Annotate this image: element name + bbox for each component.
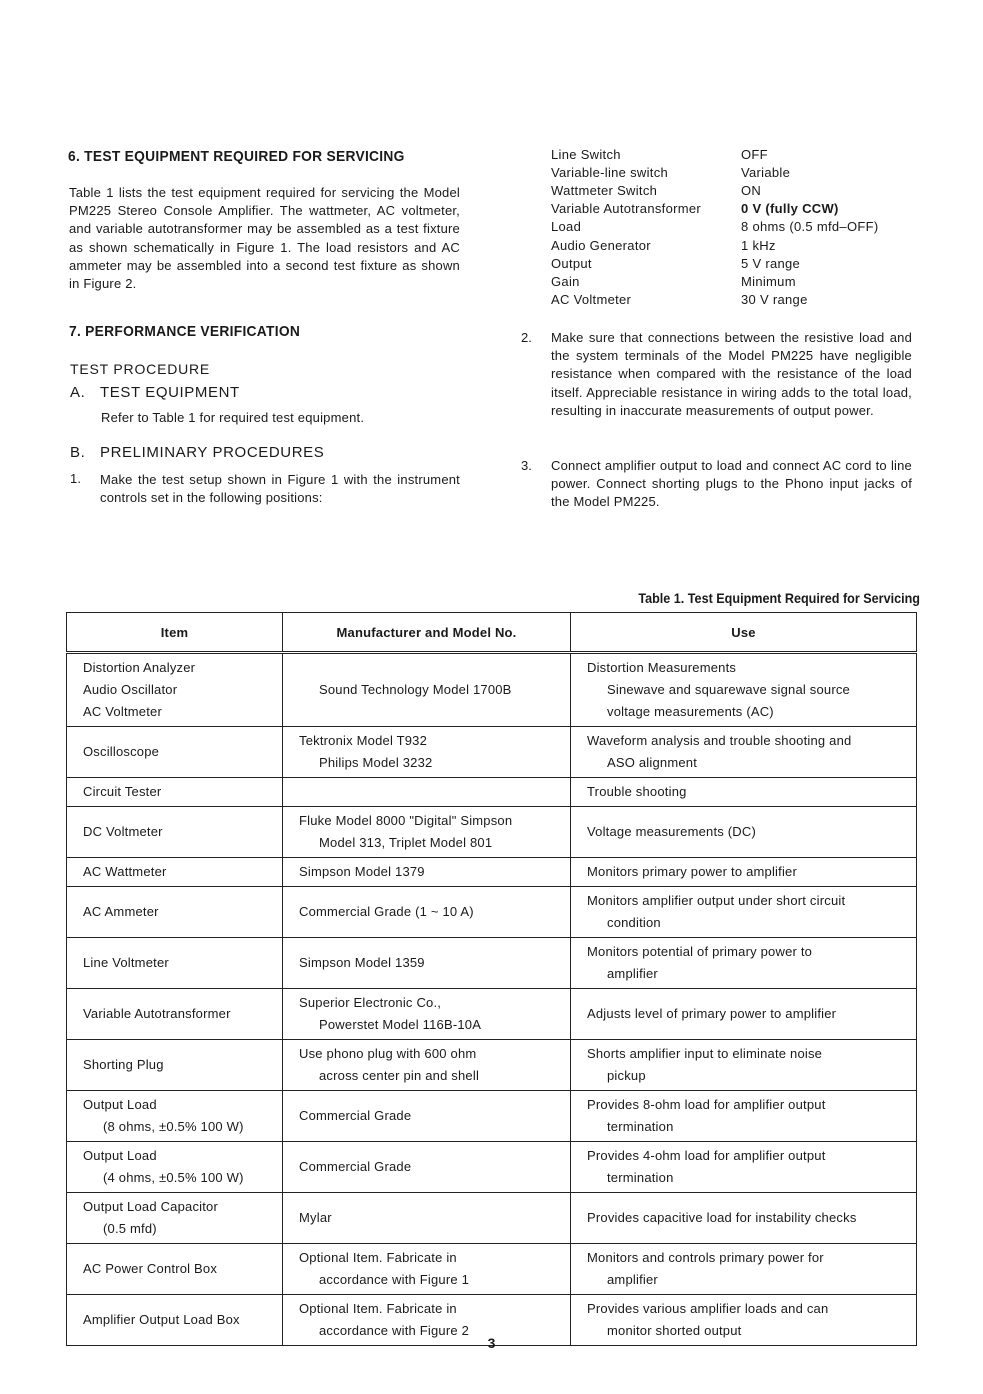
cell-item [67,1091,283,1142]
section7-heading: 7. PERFORMANCE VERIFICATION [69,323,301,340]
cell-item [67,858,283,887]
cell-item [67,1142,283,1193]
table-row [67,807,917,858]
cell-line: Optional Item. Fabricate in [299,1250,457,1265]
cell-item [67,938,283,989]
cell-line: Monitors and controls primary power for [587,1250,824,1265]
cell-line: monitor shorted output [607,1323,742,1338]
setting-control: Line Switch [551,147,621,162]
cell-item [67,1193,283,1244]
cell-use [571,858,917,887]
table-row [67,1193,917,1244]
setting-position: 30 V range [741,292,808,307]
cell-line: Mylar [299,1210,332,1225]
cell-line: AC Voltmeter [83,704,162,719]
setting-position: Minimum [741,274,796,289]
subsection-b-title: PRELIMINARY PROCEDURES [100,444,325,461]
cell-line: Sound Technology Model 1700B [319,682,512,697]
cell-line: Audio Oscillator [83,682,178,697]
cell-item [67,778,283,807]
cell-line: Superior Electronic Co., [299,995,442,1010]
cell-line: ASO alignment [607,755,698,770]
cell-line: (0.5 mfd) [103,1221,157,1236]
cell-line: amplifier [607,1272,658,1287]
cell-manufacturer [283,938,571,989]
cell-line: Commercial Grade [299,1108,412,1123]
cell-line: Output Load Capacitor [83,1199,219,1214]
cell-use [571,1193,917,1244]
cell-item [67,727,283,778]
setting-control: Audio Generator [551,238,651,253]
step2-number: 2. [521,330,532,345]
setting-control: Load [551,219,582,234]
table-row [67,1040,917,1091]
cell-line: Commercial Grade (1 ~ 10 A) [299,904,474,919]
settings-row [551,256,931,274]
step3-number: 3. [521,458,532,473]
setting-control: Variable Autotransformer [551,201,702,216]
cell-manufacturer [283,1091,571,1142]
settings-row [551,238,931,256]
cell-line: (8 ohms, ±0.5% 100 W) [103,1119,244,1134]
cell-item [67,1040,283,1091]
step2-text: Make sure that connections between the resistive load and the system terminals of the Model PM225 have negligible resistance when compared with the resistance of the load itself. Appreciable resistance in wiring adds to the total load, resulting in inaccurate measurements of output power. [551,330,912,418]
setting-position: 1 kHz [741,238,776,253]
cell-line: accordance with Figure 1 [319,1272,470,1287]
test-procedure-label: TEST PROCEDURE [70,361,211,377]
table-title: Table 1. Test Equipment Required for Servicing [638,590,920,606]
cell-line: Variable Autotransformer [83,1006,231,1021]
cell-line: Model 313, Triplet Model 801 [319,835,493,850]
setting-position: Variable [741,165,791,180]
setting-control: Output [551,256,592,271]
cell-line: Philips Model 3232 [319,755,433,770]
setting-position: OFF [741,147,768,162]
setting-position: 0 V (fully CCW) [741,201,839,216]
cell-use [571,727,917,778]
cell-line: Commercial Grade [299,1159,412,1174]
cell-manufacturer [283,1193,571,1244]
settings-row [551,183,931,201]
cell-line: Provides capacitive load for instability checks [587,1210,857,1225]
cell-line: Voltage measurements (DC) [587,824,757,839]
step3-text: Connect amplifier output to load and connect AC cord to line power. Connect shorting plugs to the Phono input jacks of the Model PM225. [551,458,912,510]
cell-line: Simpson Model 1379 [299,864,425,879]
cell-manufacturer [283,778,571,807]
cell-line: Line Voltmeter [83,955,169,970]
cell-manufacturer [283,1244,571,1295]
section6-paragraph: Table 1 lists the test equipment required for servicing the Model PM225 Stereo Console Amplifier. The wattmeter, AC voltmeter, and variable autotransformer may be assembled as a test fixture as shown schematically in Figure 1. The load resistors and AC ammeter may be assembled into a second test fixture as shown in Figure 2. [69,185,460,292]
table-row [67,858,917,887]
cell-line: (4 ohms, ±0.5% 100 W) [103,1170,244,1185]
cell-item [67,653,283,727]
settings-row [551,292,931,310]
cell-manufacturer [283,807,571,858]
cell-use [571,1040,917,1091]
cell-use [571,1091,917,1142]
cell-line: condition [607,915,661,930]
cell-line: Output Load [83,1148,157,1163]
cell-line: Output Load [83,1097,157,1112]
step1-text: Make the test setup shown in Figure 1 with the instrument controls set in the following positions: [100,472,460,506]
settings-row [551,274,931,292]
cell-manufacturer [283,1142,571,1193]
cell-line: Distortion Measurements [587,660,737,675]
cell-line [299,781,560,803]
cell-manufacturer [283,858,571,887]
cell-line: Tektronix Model T932 [299,733,428,748]
subsection-b-label: B. [70,444,86,461]
step1-number: 1. [70,471,82,486]
cell-line [299,657,560,679]
cell-manufacturer [283,1040,571,1091]
cell-line: Distortion Analyzer [83,660,196,675]
cell-manufacturer [283,989,571,1040]
setting-control: Gain [551,274,580,289]
setting-control: AC Voltmeter [551,292,632,307]
cell-line: Waveform analysis and trouble shooting and [587,733,852,748]
cell-line: AC Wattmeter [83,864,167,879]
cell-line: Powerstet Model 116B-10A [319,1017,482,1032]
cell-line: Provides 4-ohm load for amplifier output [587,1148,826,1163]
cell-manufacturer [283,727,571,778]
cell-line: pickup [607,1068,646,1083]
cell-line: termination [607,1119,674,1134]
cell-line: Trouble shooting [587,784,687,799]
cell-use [571,887,917,938]
setting-position: ON [741,183,762,198]
table-header-row [67,613,917,653]
table-row [67,1091,917,1142]
subsection-a-text: Refer to Table 1 for required test equipment. [101,410,365,425]
table-row [67,727,917,778]
cell-line: Optional Item. Fabricate in [299,1301,457,1316]
cell-use [571,1142,917,1193]
table-row [67,887,917,938]
settings-row [551,219,931,237]
cell-item [67,989,283,1040]
table-row [67,938,917,989]
cell-line [299,701,560,723]
cell-line: accordance with Figure 2 [319,1323,470,1338]
header-use: Use [571,613,917,653]
table-row [67,1142,917,1193]
cell-use [571,938,917,989]
header-item: Item [67,613,283,653]
cell-use [571,653,917,727]
cell-item [67,1244,283,1295]
cell-line: Simpson Model 1359 [299,955,425,970]
cell-use [571,989,917,1040]
setting-control: Variable-line switch [551,165,669,180]
test-equipment-table [66,612,917,1346]
cell-use [571,1244,917,1295]
subsection-a-label: A. [70,384,86,401]
cell-item [67,887,283,938]
setting-control: Wattmeter Switch [551,183,658,198]
cell-line: Oscilloscope [83,744,160,759]
cell-use [571,778,917,807]
cell-line: Monitors potential of primary power to [587,944,813,959]
cell-line: termination [607,1170,674,1185]
cell-line: Provides 8-ohm load for amplifier output [587,1097,826,1112]
cell-line: voltage measurements (AC) [607,704,774,719]
table-row [67,778,917,807]
cell-line: amplifier [607,966,658,981]
cell-line: Sinewave and squarewave signal source [607,682,850,697]
cell-item [67,807,283,858]
cell-line: across center pin and shell [319,1068,480,1083]
subsection-a-title: TEST EQUIPMENT [100,384,240,401]
page-number: 3 [487,1335,496,1351]
cell-line: Monitors amplifier output under short circuit [587,893,846,908]
cell-line: Adjusts level of primary power to amplifier [587,1006,837,1021]
setting-position: 5 V range [741,256,801,271]
cell-line: Amplifier Output Load Box [83,1312,240,1327]
settings-row [551,201,931,219]
cell-line: Provides various amplifier loads and can [587,1301,829,1316]
cell-line: AC Ammeter [83,904,159,919]
cell-line: Shorting Plug [83,1057,164,1072]
setting-position: 8 ohms (0.5 mfd–OFF) [741,219,879,234]
cell-line: AC Power Control Box [83,1261,218,1276]
cell-manufacturer [283,653,571,727]
settings-row [551,165,931,183]
cell-line: Shorts amplifier input to eliminate noise [587,1046,823,1061]
cell-manufacturer [283,887,571,938]
settings-row [551,147,931,165]
header-manufacturer: Manufacturer and Model No. [283,613,571,653]
cell-use [571,807,917,858]
table-row [67,1244,917,1295]
table-row [67,989,917,1040]
table-row [67,653,917,727]
cell-line: DC Voltmeter [83,824,163,839]
cell-line: Monitors primary power to amplifier [587,864,798,879]
cell-line: Fluke Model 8000 "Digital" Simpson [299,813,513,828]
section6-heading: 6. TEST EQUIPMENT REQUIRED FOR SERVICING [68,148,405,165]
cell-line: Circuit Tester [83,784,162,799]
cell-line: Use phono plug with 600 ohm [299,1046,477,1061]
